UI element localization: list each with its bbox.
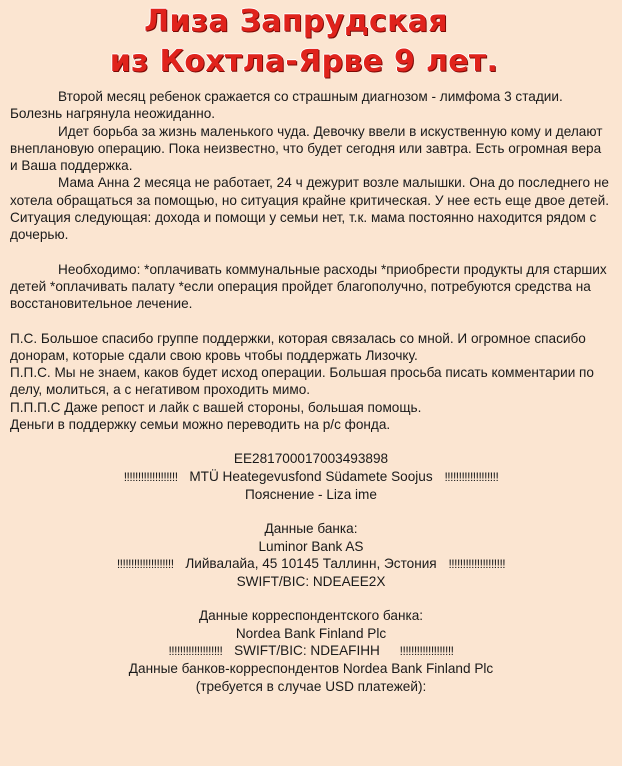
exclamation-marks-right: !!!!!!!!!!!!!!!!!!! xyxy=(399,644,454,659)
paragraph-pps: П.П.С. Мы не знаем, каков будет исход операции. Большая просьба писать комментарии по делу, молиться, а с негативом проходить мимо. xyxy=(10,365,594,398)
spacer xyxy=(10,590,612,607)
exclamation-marks-left: !!!!!!!!!!!!!!!!!!!! xyxy=(116,556,174,571)
paragraph-transfer: Деньги в поддержку семьи можно переводить на р/с фонда. xyxy=(10,417,391,433)
spacer xyxy=(10,433,612,450)
paragraph-struggle: Идет борьба за жизнь маленького чуда. Девочку ввели в искуственную кому и делают внеплановую операцию. Пока неизвестно, что будет сегодня или завтра. Есть огромная вера и Ваша поддержка. xyxy=(10,123,603,174)
correspondent-swift: SWIFT/BIC: NDEAFIHH xyxy=(234,643,380,659)
paragraph-ppps: П.П.П.С Даже репост и лайк с вашей стороны, большая помощь. xyxy=(10,399,422,415)
payment-details xyxy=(10,450,612,695)
payment-note: Пояснение - Liza ime xyxy=(245,486,377,502)
bank-swift: SWIFT/BIC: NDEAEE2X xyxy=(236,574,386,590)
correspondent-heading: Данные корреспондентского банка: xyxy=(198,608,424,624)
exclamation-marks-left: !!!!!!!!!!!!!!!!!!! xyxy=(123,469,178,484)
correspondent-name: Nordea Bank Finland Plc xyxy=(235,625,387,641)
title-block xyxy=(10,0,612,82)
paragraph-diagnosis: Второй месяц ребенок сражается со страшным диагнозом - лимфома 3 стадии. Болезнь нагрянула неожиданно. xyxy=(10,89,563,122)
paragraph-ps: П.С. Большое спасибо группе поддержки, которая связалась со мной. И огромное спасибо донорам, которые сдали свою кровь чтобы поддержать Лизочку. xyxy=(10,330,586,363)
title-line-2: из Кохтла-Ярве 9 лет. xyxy=(109,44,499,79)
exclamation-marks-right: !!!!!!!!!!!!!!!!!!!! xyxy=(448,556,506,571)
paragraph-mother: Мама Анна 2 месяца не работает, 24 ч дежурит возле малышки. Она до последнего не хотела обращаться за помощью, но ситуация крайне критическая. У нее есть еще двое детей. xyxy=(10,175,609,208)
recipient-name: MTÜ Heategevusfond Südamete Soojus xyxy=(189,468,433,484)
spacer xyxy=(10,503,612,520)
bank-address: Лийвалайа, 45 10145 Таллинн, Эстония xyxy=(185,555,437,571)
spacer xyxy=(10,244,612,261)
paragraph-situation: Ситуация следующая: дохода и помощи у семьи нет, т.к. мама постоянно находится рядом с дочерью. xyxy=(10,210,597,243)
bank-address-row xyxy=(10,555,612,573)
exclamation-marks-left: !!!!!!!!!!!!!!!!!!! xyxy=(168,644,223,659)
correspondent-swift-row xyxy=(10,642,612,660)
correspondent-note-2: (требуется в случае USD платежей): xyxy=(195,678,427,694)
bank-name: Luminor Bank AS xyxy=(258,538,364,554)
paragraph-needs: Необходимо: *оплачивать коммунальные расходы *приобрести продукты для старших детей *оплачивать палату *если операция пройдет благополучно, потребуются средства на восстановительное лечение. xyxy=(10,261,607,312)
recipient-row xyxy=(10,468,612,486)
spacer xyxy=(10,313,612,330)
iban-row: EE281700017003493898 xyxy=(233,451,389,467)
bank-heading: Данные банка: xyxy=(264,521,358,537)
correspondent-note-1: Данные банков-корреспондентов Nordea Bank Finland Plc xyxy=(128,661,494,677)
title-line-1: Лиза Запрудская xyxy=(144,4,448,39)
exclamation-marks-right: !!!!!!!!!!!!!!!!!!! xyxy=(444,469,499,484)
message-body xyxy=(10,88,612,433)
